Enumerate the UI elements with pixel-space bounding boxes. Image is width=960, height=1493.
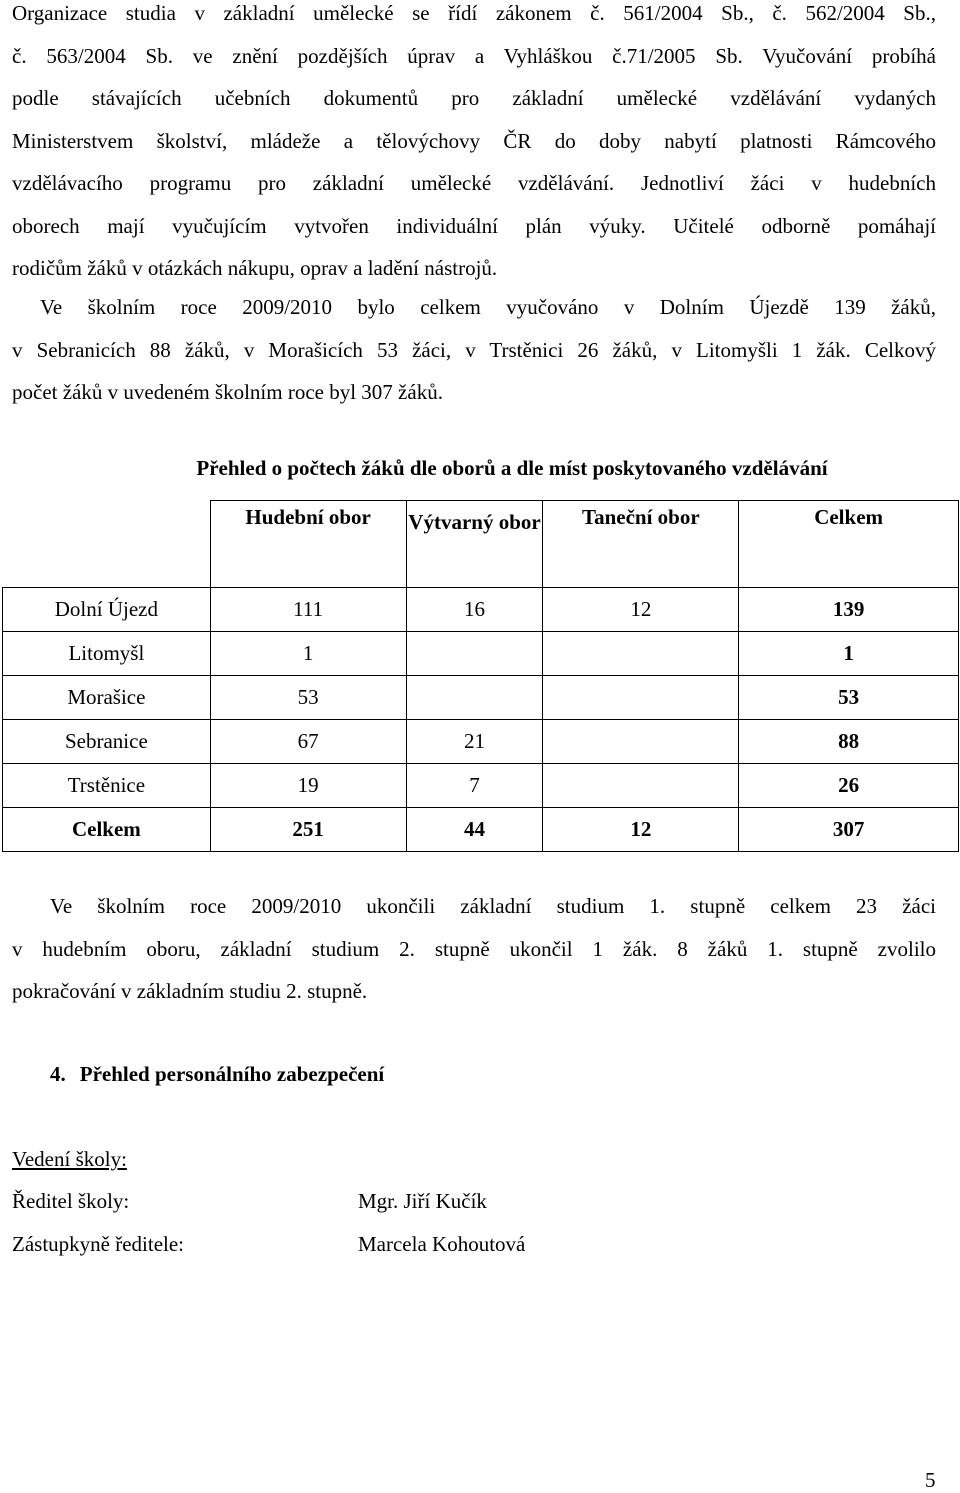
dance-cell: 12	[543, 808, 739, 852]
table-row	[3, 588, 959, 632]
total-cell: 139	[739, 588, 959, 632]
column-header-dance: Taneční obor	[543, 501, 739, 588]
staff-row-director	[12, 1189, 487, 1214]
text-line: Ministerstvem školství, mládeže a tělovýchovy ČR do doby nabytí platnosti Rámcového	[12, 128, 936, 153]
music-cell: 67	[210, 720, 406, 764]
column-header-art: Výtvarný obor	[406, 501, 543, 588]
student-count-table	[2, 500, 959, 852]
table-row	[3, 764, 959, 808]
text-line: pokračování v základním studiu 2. stupně.	[12, 979, 368, 1003]
place-cell: Sebranice	[3, 720, 211, 764]
staff-row-deputy	[12, 1232, 525, 1257]
dance-cell	[543, 764, 739, 808]
dance-cell: 12	[543, 588, 739, 632]
staff-name: Mgr. Jiří Kučík	[358, 1189, 487, 1213]
enrollment-paragraph	[12, 286, 936, 414]
dance-cell	[543, 632, 739, 676]
place-cell: Morašice	[3, 676, 211, 720]
staff-name: Marcela Kohoutová	[358, 1232, 526, 1256]
music-cell: 111	[210, 588, 406, 632]
table-row	[3, 676, 959, 720]
place-cell: Trstěnice	[3, 764, 211, 808]
total-cell: 88	[739, 720, 959, 764]
art-cell	[406, 676, 543, 720]
column-header-total: Celkem	[739, 501, 959, 588]
table-title: Přehled o počtech žáků dle oborů a dle míst poskytovaného vzdělávání	[196, 456, 828, 480]
total-cell: 1	[739, 632, 959, 676]
section-number: 4.	[50, 1062, 66, 1086]
art-cell: 21	[406, 720, 543, 764]
text-line: oborech mají vyučujícím vytvořen individuální plán výuky. Učitelé odborně pomáhají	[12, 213, 936, 238]
text-line: Ve školním roce 2009/2010 ukončili základní studium 1. stupně celkem 23 žáci	[50, 894, 936, 918]
table-corner-cell	[3, 501, 211, 588]
page-number: 5	[925, 1468, 936, 1492]
dance-cell	[543, 720, 739, 764]
staff-role: Zástupkyně ředitele:	[12, 1232, 185, 1256]
text-line: počet žáků v uvedeném školním roce byl 307 žáků.	[12, 380, 443, 404]
music-cell: 19	[210, 764, 406, 808]
art-cell: 7	[406, 764, 543, 808]
table-row	[3, 632, 959, 676]
art-cell: 16	[406, 588, 543, 632]
place-cell: Dolní Újezd	[3, 588, 211, 632]
total-cell: 26	[739, 764, 959, 808]
table-header-row	[3, 501, 959, 588]
staff-role: Ředitel školy:	[12, 1189, 130, 1213]
section-heading	[50, 1062, 384, 1087]
total-cell: 53	[739, 676, 959, 720]
text-line: rodičům žáků v otázkách nákupu, oprav a ladění nástrojů.	[12, 256, 498, 280]
staff-heading: Vedení školy:	[12, 1147, 127, 1171]
graduation-paragraph	[12, 885, 936, 1013]
music-cell: 1	[210, 632, 406, 676]
text-line: vzdělávacího programu pro základní umělecké vzdělávání. Jednotliví žáci v hudebních	[12, 171, 936, 195]
place-cell: Celkem	[3, 808, 211, 852]
music-cell: 251	[210, 808, 406, 852]
total-cell: 307	[739, 808, 959, 852]
music-cell: 53	[210, 676, 406, 720]
place-cell: Litomyšl	[3, 632, 211, 676]
column-header-music: Hudební obor	[210, 501, 406, 588]
dance-cell	[543, 676, 739, 720]
text-line: č. 563/2004 Sb. ve znění pozdějších úprav a Vyhláškou č.71/2005 Sb. Vyučování probíhá	[12, 43, 936, 68]
text-line: v hudebním oboru, základní studium 2. stupně ukončil 1 žák. 8 žáků 1. stupně zvolilo	[12, 936, 936, 961]
art-cell: 44	[406, 808, 543, 852]
text-line: Organizace studia v základní umělecké se řídí zákonem č. 561/2004 Sb., č. 562/2004 Sb.,	[12, 1, 936, 25]
text-line: Ve školním roce 2009/2010 bylo celkem vyučováno v Dolním Újezdě 139 žáků,	[40, 295, 936, 319]
table-total-row	[3, 808, 959, 852]
text-line: podle stávajících učebních dokumentů pro základní umělecké vzdělávání vydaných	[12, 86, 936, 110]
text-line: v Sebranicích 88 žáků, v Morašicích 53 žáci, v Trstěnici 26 žáků, v Litomyšli 1 žák. Celkový	[12, 337, 936, 362]
art-cell	[406, 632, 543, 676]
table-row	[3, 720, 959, 764]
section-title: Přehled personálního zabezpečení	[79, 1062, 385, 1086]
intro-paragraph	[12, 0, 936, 290]
